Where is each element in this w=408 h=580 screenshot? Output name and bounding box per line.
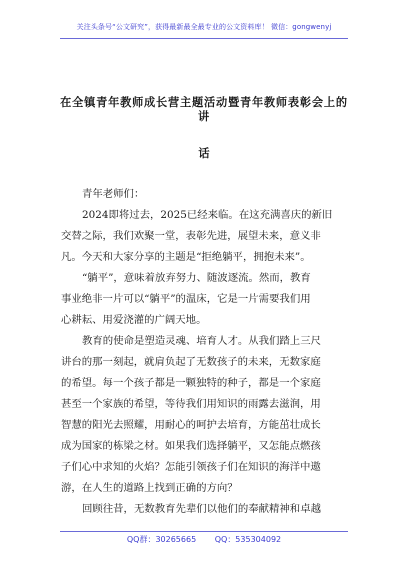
qq-group-number: QQ群：30265665 — [126, 535, 197, 544]
paragraph-line: 讲台的那一刻起，就肩负起了无数孩子的未来，无数家庭 — [61, 356, 321, 368]
document-title: 在全镇青年教师成长营主题活动暨青年教师表彰会上的讲 — [60, 96, 348, 123]
paragraph-line: 成为国家的栋梁之材。如果我们选择躺平，又怎能点燃孩 — [61, 440, 321, 452]
paragraph-line: “躺平”，意味着放弃努力、随波逐流。然而，教育 — [82, 272, 311, 284]
page-footer — [0, 534, 408, 545]
paragraph-line: 教育的使命是塑造灵魂、培育人才。从我们踏上三尺 — [82, 335, 321, 347]
document-body — [61, 184, 345, 520]
paragraph-line: 2024即将过去，2025已经来临。在这充满喜庆的新旧 — [82, 209, 333, 221]
paragraph-line: 事业绝非一片可以“躺平”的温床，它是一片需要我们用 — [61, 293, 311, 305]
paragraph-line: 智慧的阳光去照耀，用耐心的呵护去培育，方能茁壮成长 — [61, 419, 321, 431]
paragraph-line: 的希望。每一个孩子都是一颗独特的种子，都是一个家庭 — [61, 377, 321, 389]
page-header: 关注头条号“公文研究”，获得最新最全最专业的公文资料库！ 微信：gongwenyj — [76, 23, 332, 31]
document-title-continued: 话 — [198, 147, 210, 160]
paragraph-line: 回顾往昔，无数教育先辈们以他们的奉献精神和卓越 — [82, 503, 321, 515]
paragraph-line: 交替之际，我们欢聚一堂，表彰先进，展望未来，意义非 — [61, 230, 321, 242]
header-divider — [60, 38, 348, 39]
footer-divider — [60, 531, 348, 532]
paragraph-line: 甚至一个家族的希望，等待我们用知识的雨露去滋润，用 — [61, 398, 321, 410]
qq-number: QQ：535304092 — [214, 535, 282, 544]
paragraph-line: 心耕耘、用爱浇灌的广阔天地。 — [61, 314, 207, 326]
salutation: 青年老师们： — [82, 188, 145, 200]
paragraph-line: 凡。今天和大家分享的主题是“拒绝躺平，拥抱未来”。 — [61, 251, 311, 263]
paragraph-line: 游，在人生的道路上找到正确的方向？ — [61, 482, 238, 494]
paragraph-line: 子们心中求知的火焰？怎能引领孩子们在知识的海洋中遨 — [61, 461, 321, 473]
